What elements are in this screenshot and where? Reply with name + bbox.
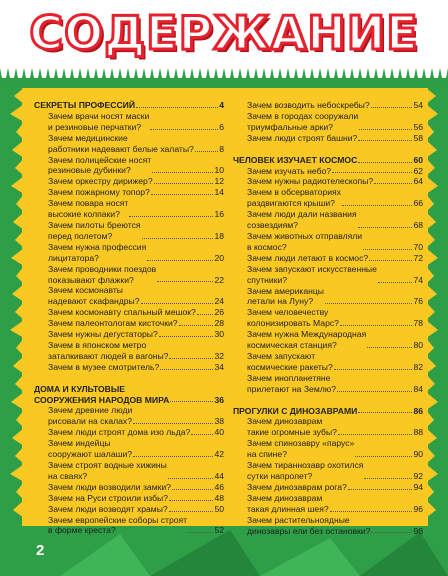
toc-page-number: 96 [413,503,423,514]
dot-leader [142,238,214,239]
toc-entry-title: Зачем врачи носят маски и резиновые перчатки? [48,110,150,132]
toc-entry-title: Зачем инопланетяне прилетают на Землю? [247,372,336,394]
toc-page-number: 88 [413,427,423,438]
dot-leader [160,369,213,370]
dot-leader [358,227,413,228]
toc-entry-title: Зачем животных отправляли в космос? [247,230,363,252]
dot-leader [133,456,213,457]
toc-entry[interactable] [233,100,423,111]
toc-page-number: 20 [214,252,224,263]
toc-page-number: 84 [413,383,423,394]
dot-leader [342,205,412,206]
toc-entry-title: Зачем в японском метро заталкивают людей в вагоны? [48,339,169,361]
toc-entry-title: ДОМА И КУЛЬТОВЫЕ СООРУЖЕНИЯ НАРОДОВ МИРА [34,383,170,405]
toc-entry-title: Зачем в музее смотритель? [48,361,160,372]
toc-page-number: 74 [413,274,423,285]
toc-page-number: 78 [413,318,423,329]
dot-leader [367,347,412,348]
toc-entry[interactable] [34,493,224,504]
toc-page-number: 72 [413,252,423,263]
toc-entry[interactable] [34,176,224,187]
toc-entry[interactable] [34,318,224,329]
toc-entry-title: Зачем люди возводили замки? [48,481,171,492]
dot-leader [170,401,213,402]
toc-entry-title: Зачем люди дали названия созвездиям? [247,209,357,231]
toc-entry-title: ЧЕЛОВЕК ИЗУЧАЕТ КОСМОС [233,154,358,165]
toc-page-number: 50 [214,503,224,514]
toc-entry[interactable] [233,264,423,286]
toc-page-number: 58 [413,132,423,143]
toc-page-number: 94 [413,481,423,492]
contents-left-column [34,100,224,536]
toc-entry[interactable] [34,198,224,220]
toc-entry-title: Зачем нужны дегустаторы? [48,329,158,340]
toc-page-number: 32 [214,350,224,361]
dot-leader [197,314,214,315]
dot-leader [154,183,214,184]
toc-entry[interactable] [34,133,224,155]
toc-page-number: 12 [214,176,224,187]
dot-leader [369,260,412,261]
toc-entry-title: Зачем в городах сооружали триумфальные арки? [247,110,359,132]
toc-entry[interactable] [233,253,423,264]
dot-leader [374,183,412,184]
toc-page-number: 46 [214,481,224,492]
dot-leader [179,325,214,326]
dot-leader [129,216,213,217]
toc-page-number: 68 [413,220,423,231]
toc-entry[interactable] [233,187,423,209]
toc-page-number: 18 [214,230,224,241]
toc-entry-title: Зачем индейцы сооружают шалаши? [48,438,133,460]
toc-entry[interactable] [34,285,224,307]
toc-entry-title: Зачем в обсерваториях раздвигаются крыши? [247,187,341,209]
toc-page-number: 98 [413,525,423,536]
dot-leader [325,303,412,304]
toc-page-number: 26 [214,307,224,318]
toc-entry[interactable] [233,515,423,537]
toc-page-number: 62 [413,165,423,176]
toc-page-number: 82 [413,361,423,372]
section-spacer [233,395,423,406]
toc-entry-title: Зачем возводить небоскребы? [247,100,370,110]
dot-leader [332,172,412,173]
toc-entry-title: Зачем нужна профессия лицитатора? [48,241,147,263]
dot-leader [169,511,214,512]
toc-entry[interactable] [34,362,224,373]
toc-entry[interactable] [233,351,423,373]
toc-entry[interactable] [34,504,224,515]
toc-entry-title: Зачем пожарному топор? [48,187,150,198]
page-number: 2 [36,542,45,559]
toc-entry-title: Зачем на Руси строили избы? [48,492,168,503]
toc-entry[interactable] [34,482,224,493]
toc-page-number: 8 [219,143,224,154]
toc-page-number: 48 [214,492,224,503]
dot-leader [191,434,213,435]
toc-page-number: 28 [214,318,224,329]
dot-leader [358,140,412,141]
toc-page-number: 22 [214,274,224,285]
dot-leader [338,434,413,435]
toc-page-number: 40 [214,427,224,438]
toc-page-number: 24 [214,296,224,307]
toc-page-number: 76 [413,296,423,307]
toc-entry[interactable] [233,373,423,395]
toc-page-number: 56 [413,121,423,132]
toc-entry-title: Зачем люди строят дома изо льда? [48,427,191,438]
toc-entry[interactable] [233,176,423,187]
dot-leader [340,325,413,326]
toc-entry-title: Зачем проводники поездов показывают флажки? [48,263,157,285]
toc-page-number: 54 [413,100,423,110]
toc-entry-title: Зачем оркестру дирижер? [48,176,153,187]
dot-leader [150,129,218,130]
dot-leader [334,369,413,370]
toc-section-heading[interactable] [34,384,224,406]
toc-page-number: 86 [413,405,423,416]
toc-entry[interactable] [233,231,423,253]
toc-entry[interactable] [233,111,423,133]
toc-entry-title: Зачем динозаврам рога? [247,481,347,492]
toc-entry-title: СЕКРЕТЫ ПРОФЕССИЙ [34,100,136,110]
toc-entry-title: Зачем запускают космические ракеты? [247,350,333,372]
dot-leader [147,260,213,261]
toc-entry-title: Зачем запускают искусственные спутники? [247,263,377,285]
toc-page-number: 30 [214,329,224,340]
toc-entry[interactable] [34,405,224,427]
dot-leader [359,129,412,130]
contents-right-column [233,100,423,536]
dot-leader [172,489,213,490]
toc-entry[interactable] [34,187,224,198]
toc-entry[interactable] [233,438,423,460]
dot-leader [371,107,413,108]
toc-entry-title: Зачем нужна Международная космическая станция? [247,329,367,351]
toc-page-number: 80 [413,340,423,351]
toc-page-number: 52 [214,525,224,536]
dot-leader [168,478,214,479]
toc-entry-title: Зачем растительноядные динозавры ели без остановки? [247,514,371,536]
toc-page-number: 42 [214,449,224,460]
toc-entry-title: Зачем американцы летали на Луну? [247,285,324,307]
toc-entry-title: Зачем динозаврам такая длинная шея? [247,492,329,514]
toc-entry[interactable] [34,111,224,133]
toc-entry-title: Зачем человечеству колонизировать Марс? [247,307,339,329]
toc-entry[interactable] [233,493,423,515]
toc-entry-title: Зачем строят водные хижины на сваях? [48,460,167,481]
section-spacer [34,373,224,384]
toc-entry-title: Зачем полицейские носят резиновые дубинки? [48,154,152,176]
toc-entry-title: Зачем нужны радиотелескопы? [247,176,374,187]
zigzag-border [0,68,448,88]
dot-leader [141,303,214,304]
toc-entry[interactable] [233,460,423,482]
toc-page-number: 38 [214,416,224,427]
toc-page-number: 16 [214,209,224,220]
toc-entry[interactable] [34,515,224,537]
toc-entry-title: Зачем тираннозавр охотился сутки напролет? [247,460,364,481]
toc-section-heading[interactable] [233,406,423,417]
toc-page-number: 6 [219,121,224,132]
toc-page-number: 90 [413,449,423,460]
dot-leader [169,500,213,501]
page-title: СОДЕРЖАНИЕ [29,6,419,60]
toc-entry[interactable] [34,220,224,242]
toc-entry-title: Зачем люди строят башни? [247,132,358,143]
toc-entry-title: Зачем древние люди рисовали на скалах? [48,405,133,427]
toc-page-number: 66 [413,198,423,209]
toc-page-number: 14 [214,187,224,198]
dot-leader [188,532,213,533]
toc-entry[interactable] [34,307,224,318]
dot-leader [330,511,413,512]
toc-entry-title: Зачем космонавту спальный мешок? [48,307,196,318]
toc-page-number: 70 [413,241,423,252]
dot-leader [337,391,412,392]
dot-leader [358,162,412,163]
toc-entry[interactable] [34,438,224,460]
toc-entry[interactable] [34,427,224,438]
dot-leader [157,281,213,282]
dot-leader [355,456,412,457]
dot-leader [358,412,412,413]
toc-entry-title: Зачем спинозавру «парус» на спине? [247,438,355,460]
toc-entry-title: ПРОГУЛКИ С ДИНОЗАВРАМИ [233,405,358,416]
toc-page-number: 64 [413,176,423,187]
toc-entry-title: Зачем люди летают в космос? [247,252,369,263]
toc-page-number: 60 [413,154,423,165]
dot-leader [151,194,214,195]
dot-leader [136,107,218,108]
toc-entry-title: Зачем люди возводят храмы? [48,503,168,514]
dot-leader [195,151,218,152]
dot-leader [133,423,213,424]
toc-entry[interactable] [233,286,423,308]
toc-page-number: 36 [214,394,224,405]
toc-entry-title: Зачем динозаврам такие огромные зубы? [247,416,337,438]
toc-entry-title: Зачем изучать небо? [247,165,332,176]
grass-right-decoration [426,80,448,576]
toc-entry[interactable] [34,242,224,264]
section-spacer [233,144,423,155]
toc-entry[interactable] [34,264,224,286]
toc-entry[interactable] [233,416,423,438]
toc-page-number: 34 [214,361,224,372]
toc-entry[interactable] [233,307,423,329]
toc-entry[interactable] [233,482,423,493]
dot-leader [159,336,214,337]
toc-section-heading[interactable] [233,155,423,166]
toc-page-number: 92 [413,471,423,481]
dot-leader [348,489,413,490]
toc-entry[interactable] [34,340,224,362]
dot-leader [363,249,412,250]
dot-leader [378,282,413,283]
toc-page-number: 4 [219,100,224,110]
toc-entry[interactable] [34,460,224,482]
toc-entry-title: Зачем медицинские работники надевают белые халаты? [48,132,194,154]
dot-leader [371,532,412,533]
grass-left-decoration [0,80,24,576]
toc-section-heading[interactable] [34,100,224,111]
toc-entry-title: Зачем космонавты надевают скафандры? [48,285,140,307]
toc-entry[interactable] [34,329,224,340]
toc-entry[interactable] [233,329,423,351]
toc-entry-title: Зачем повара носят высокие колпаки? [48,198,129,220]
dot-leader [152,172,213,173]
toc-entry[interactable] [233,166,423,177]
toc-entry[interactable] [233,133,423,144]
toc-entry-title: Зачем европейские соборы строят в форме креста? [48,514,188,536]
toc-entry-title: Зачем палеонтологам кисточки? [48,318,178,329]
dot-leader [364,478,412,479]
toc-page-number: 44 [214,470,224,481]
toc-entry[interactable] [34,155,224,177]
toc-entry[interactable] [233,209,423,231]
toc-page-number: 10 [214,165,224,176]
dot-leader [169,358,213,359]
toc-entry-title: Зачем пилоты бреются перед полетом? [48,219,141,241]
